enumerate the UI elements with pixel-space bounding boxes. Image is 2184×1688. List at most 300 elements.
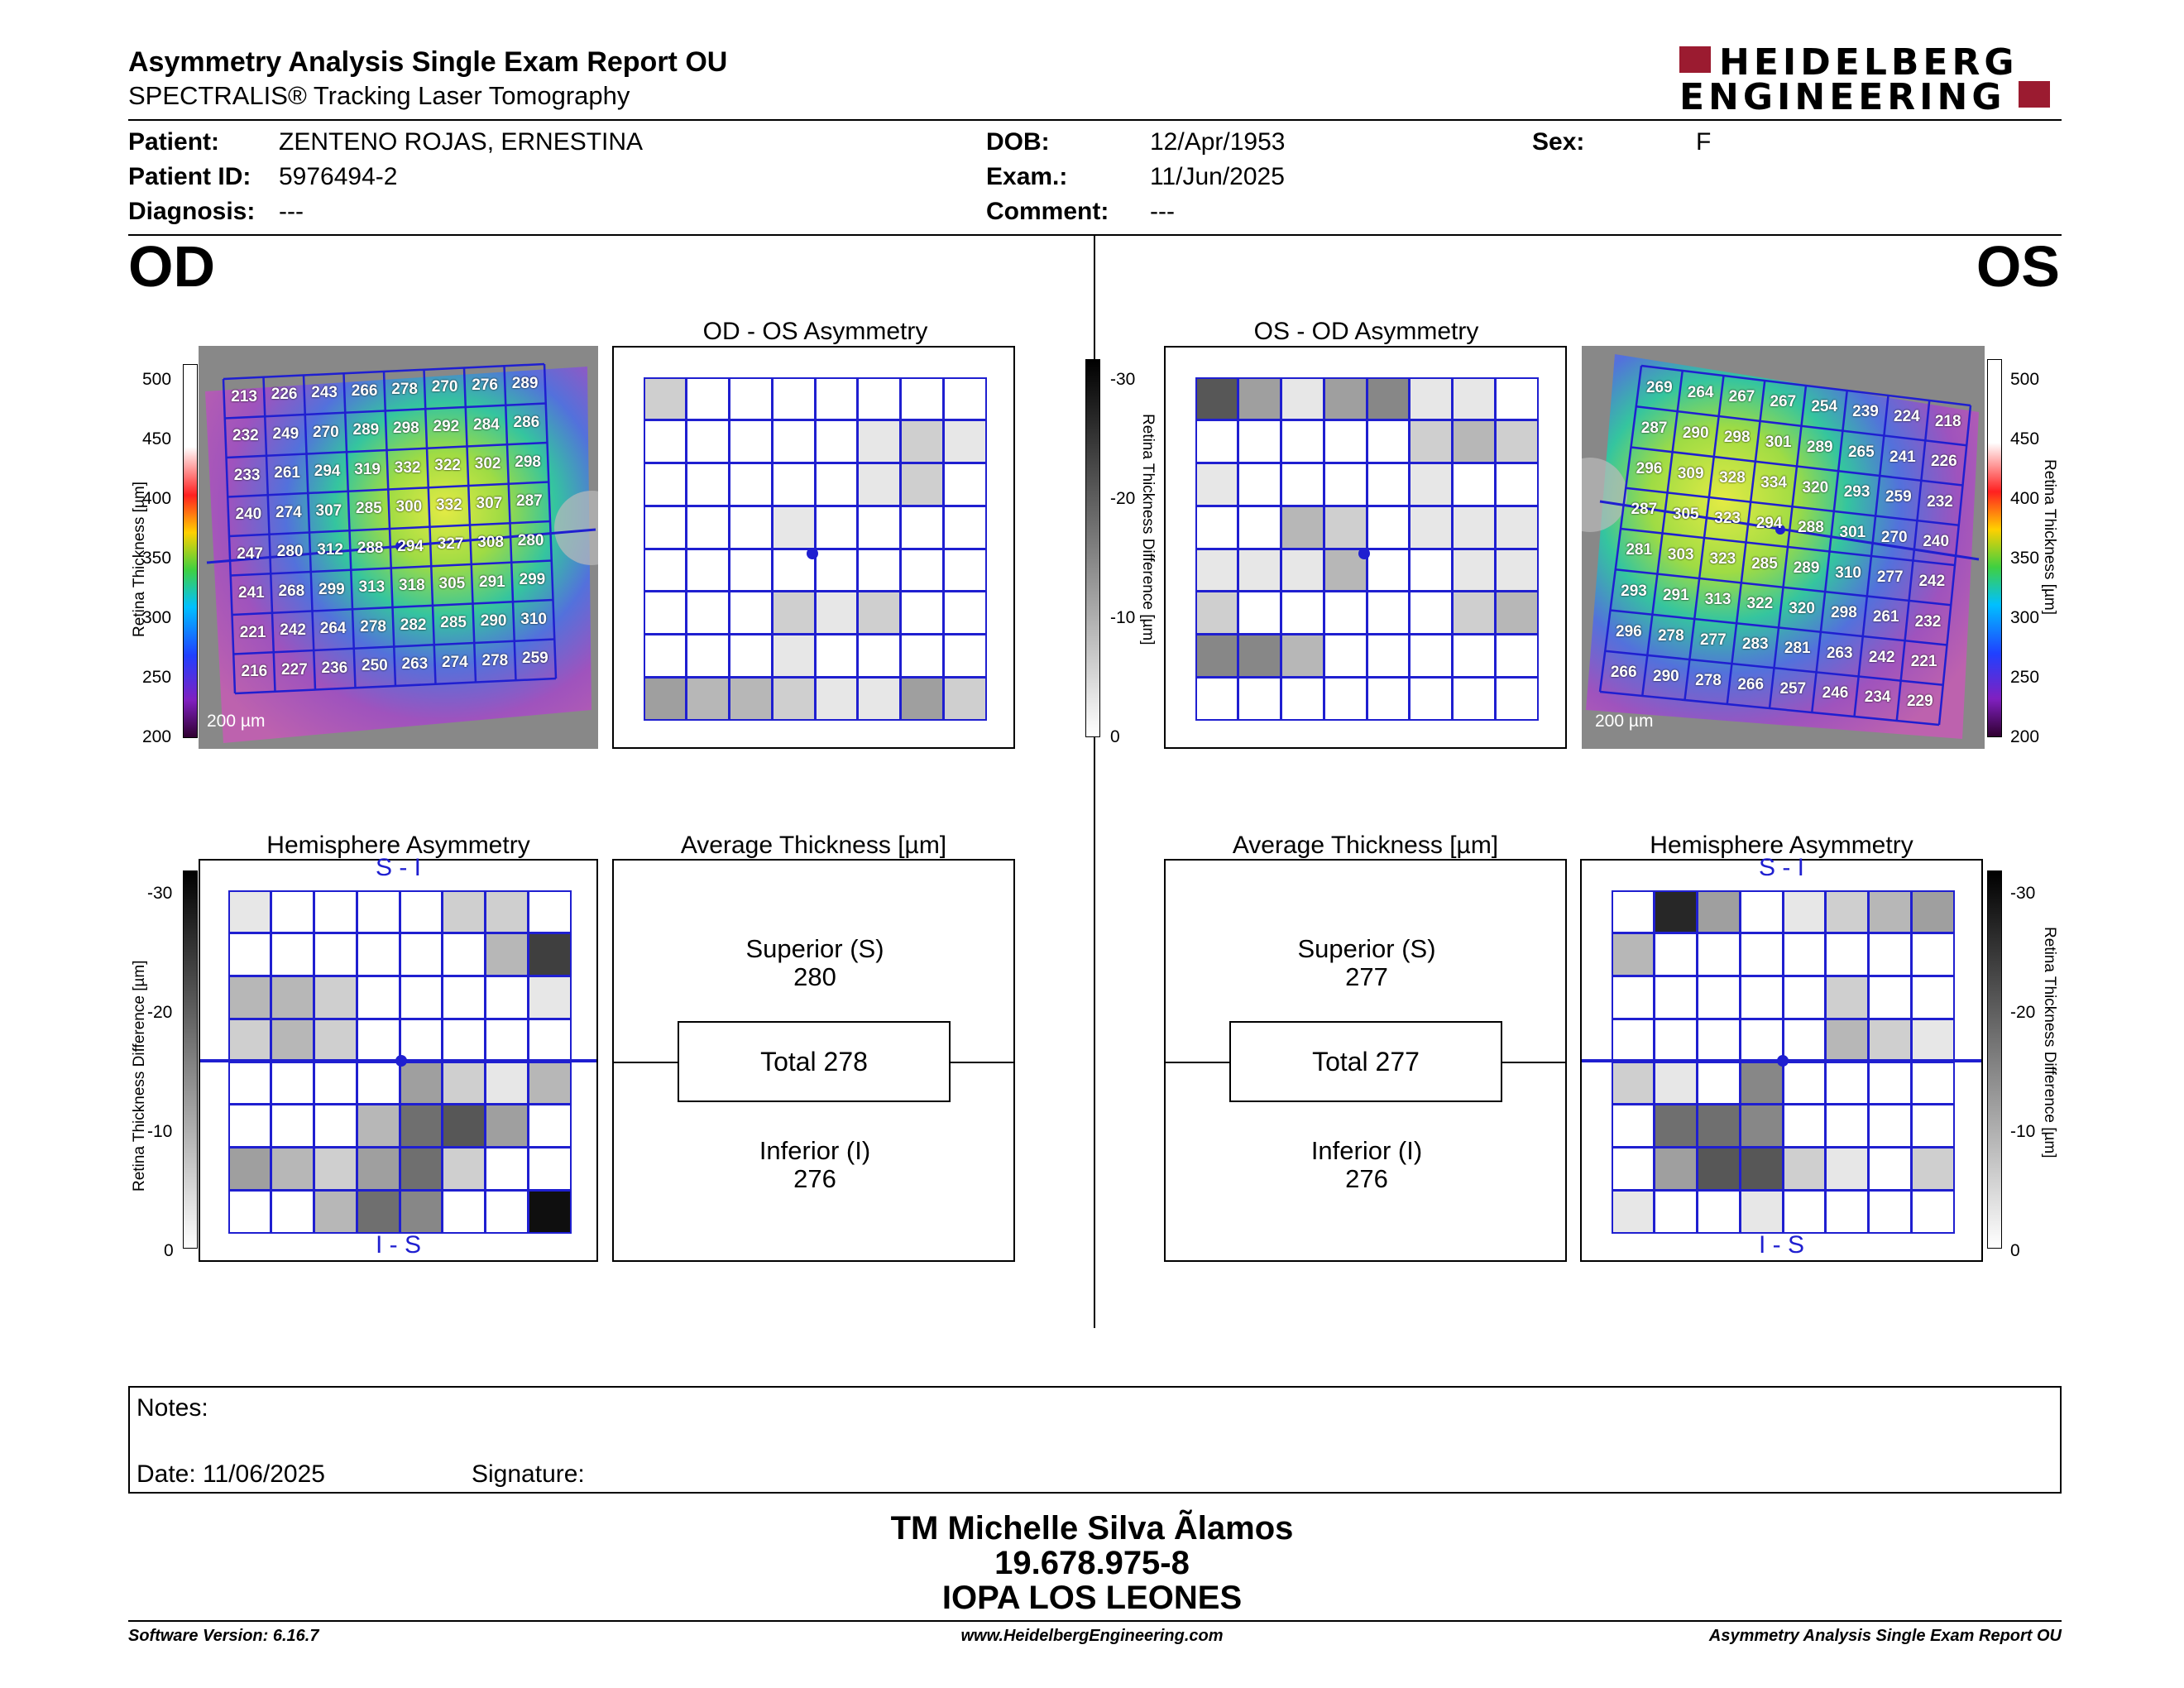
os-thickness-r7c4: 283 [1741,635,1769,654]
od-asym-cell-r2c8 [943,420,987,463]
comment: --- [1150,198,1175,225]
od-thickness-r8c3: 236 [321,659,348,677]
od-asym-cell-r8c2 [686,677,730,721]
od-asym-cell-r4c4 [772,506,816,549]
od-asym-panel [612,346,1015,749]
os-asym-cell-r1c7 [1452,377,1496,420]
os-hemi-diff-colorbar [1987,870,2002,1249]
os-asym-cell-r8c5 [1367,677,1410,721]
os-asym-cell-r8c7 [1452,677,1496,721]
os-hemi-cell-r2c6 [1825,933,1869,976]
od-hemi-cell-r1c4 [357,890,400,933]
os-hemi-cell-r8c6 [1825,1190,1869,1234]
od-asym-cell-r7c8 [943,634,987,678]
os-asym-panel [1164,346,1567,749]
signer-name: TM Michelle Silva Ãlamos [890,1510,1294,1547]
od-thickness-r8c5: 263 [401,655,429,674]
od-hemi-cell-r7c4 [357,1147,400,1191]
od-hemi-cell-r1c6 [442,890,486,933]
od-asym-cell-r6c2 [686,591,730,635]
os-hemi-cell-r4c3 [1697,1019,1741,1062]
os-hemi-fovea-marker [1777,1055,1789,1067]
os-thickness-r7c8: 221 [1910,653,1937,671]
os-asym-cell-r2c7 [1452,420,1496,463]
od-thickness-r1c4: 266 [351,381,378,400]
os-asym-cell-r6c7 [1452,591,1496,635]
os-asym-cell-r5c6 [1409,549,1453,592]
os-thickness-r8c1: 266 [1610,663,1637,681]
od-eye-label: OD [128,234,215,299]
os-asym-cell-r6c2 [1238,591,1281,635]
od-thickness-r2c1: 232 [232,427,259,445]
os-hemi-cell-r5c6 [1825,1062,1869,1105]
od-asym-cell-r3c4 [772,463,816,506]
sex: F [1696,128,1712,156]
od-hemi-cell-r6c8 [528,1104,572,1148]
os-thickness-r4c3: 323 [1714,510,1741,528]
os-hemi-cell-r7c5 [1783,1147,1827,1191]
od-asym-cell-r1c5 [815,377,859,420]
signature-label: Signature: [472,1460,585,1488]
os-thickness-r4c4: 294 [1755,514,1783,532]
od-thickness-r5c8: 280 [517,531,544,549]
od-thickness-r6c8: 299 [519,571,546,589]
od-thickness-r4c1: 240 [235,506,262,524]
od-avg-panel [612,859,1015,1262]
os-thickness-r3c7: 259 [1885,488,1912,506]
os-asym-cell-r6c5 [1367,591,1410,635]
os-thickness-r7c2: 278 [1657,626,1684,645]
os-thickness-r6c7: 261 [1872,608,1899,626]
od-asym-cell-r8c1 [644,677,687,721]
os-hemi-cell-r4c4 [1740,1019,1784,1062]
od-asym-cell-r4c7 [900,506,944,549]
diagnosis-label: Diagnosis: [128,198,256,225]
patient-name: ZENTENO ROJAS, ERNESTINA [279,128,644,156]
od-asym-cell-r3c8 [943,463,987,506]
os-hemi-cell-r4c6 [1825,1019,1869,1062]
od-asym-cell-r1c2 [686,377,730,420]
od-thickness-r5c6: 327 [437,535,464,554]
os-thickness-r2c4: 301 [1765,434,1792,452]
od-hemi-cell-r4c3 [314,1019,357,1062]
od-hemi-diff-colorbar [183,870,198,1249]
os-thickness-r4c8: 240 [1923,533,1950,551]
os-thickness-r3c4: 334 [1760,474,1787,492]
od-hemi-cell-r4c1 [228,1019,271,1062]
os-hemi-cell-r1c7 [1868,890,1912,933]
od-hemi-cell-r6c5 [400,1104,443,1148]
od-thickness-r1c2: 226 [271,386,298,404]
od-hemi-cell-r8c4 [357,1190,400,1234]
os-asym-cell-r2c1 [1195,420,1238,463]
os-thickness-r5c2: 303 [1667,545,1694,563]
center-diff-tick-20: -20 [1110,489,1136,508]
od-hemi-cell-r4c2 [271,1019,314,1062]
os-hemi-cell-r6c1 [1612,1104,1655,1148]
os-asym-cell-r2c8 [1495,420,1539,463]
os-thickness-r4c7: 270 [1880,528,1908,546]
os-thickness-r6c8: 232 [1914,612,1942,631]
center-diff-axis-label: Retina Thickness Difference [µm] [1139,414,1157,645]
od-asym-cell-r8c6 [857,677,901,721]
od-hemi-cell-r3c5 [400,976,443,1019]
os-thickness-r3c8: 232 [1927,492,1953,511]
od-hemi-axis-label: Retina Thickness Difference [µm] [131,960,148,1192]
od-thickness-r7c2: 242 [280,621,306,640]
od-thickness-r8c8: 259 [522,650,548,668]
os-thickness-r2c1: 287 [1640,419,1668,437]
os-thickness-r6c1: 293 [1621,582,1647,600]
exam-date: 11/Jun/2025 [1150,163,1285,190]
od-hemi-cell-r2c7 [485,933,529,976]
os-asym-cell-r4c6 [1409,506,1453,549]
od-thickness-r3c7: 302 [474,455,501,473]
od-thickness-r1c8: 289 [511,374,539,392]
os-asym-cell-r5c2 [1238,549,1281,592]
os-hemi-cell-r1c2 [1654,890,1698,933]
od-thickness-r1c7: 276 [472,376,498,395]
logo-square-top [1679,46,1711,73]
os-thickness-r1c2: 264 [1687,383,1714,401]
od-hemi-tick-0: 0 [164,1241,174,1260]
os-thickness-r5c8: 242 [1918,573,1946,591]
os-thickness-r7c3: 277 [1699,631,1727,650]
os-asym-cell-r8c3 [1281,677,1324,721]
od-thickness-r4c5: 300 [395,498,423,516]
od-hemi-cell-r8c7 [485,1190,529,1234]
od-hemi-title: Hemisphere Asymmetry [266,832,530,859]
os-hemi-cell-r5c7 [1868,1062,1912,1105]
os-hemi-cell-r6c5 [1783,1104,1827,1148]
os-asym-cell-r6c1 [1195,591,1238,635]
os-thickness-r8c2: 290 [1653,667,1679,685]
os-thickness-r4c5: 288 [1798,519,1824,537]
od-thickness-r5c7: 308 [477,534,504,552]
os-total-box: Total 277 [1229,1021,1502,1102]
os-tscale-tick-200: 200 [2010,727,2040,746]
os-thickness-r4c1: 287 [1631,501,1658,519]
od-superior-label: Superior (S) [745,934,884,963]
os-thickness-r2c7: 241 [1889,448,1916,466]
os-asym-cell-r1c6 [1409,377,1453,420]
os-thickness-r6c6: 298 [1831,604,1857,622]
os-asym-cell-r1c2 [1238,377,1281,420]
os-thickness-r3c2: 309 [1677,464,1704,482]
od-hemi-cell-r5c5 [400,1062,443,1105]
od-asym-cell-r5c6 [857,549,901,592]
od-asym-cell-r2c1 [644,420,687,463]
os-hemi-cell-r7c1 [1612,1147,1655,1191]
od-hemi-tick-10: -10 [147,1122,173,1141]
od-hemi-cell-r7c5 [400,1147,443,1191]
od-thickness-r4c4: 285 [356,500,382,518]
os-asym-cell-r6c3 [1281,591,1324,635]
od-hemi-cell-r2c6 [442,933,486,976]
od-asym-cell-r6c8 [943,591,987,635]
header-rule [128,119,2062,121]
od-thickness-r2c2: 249 [272,424,299,443]
os-asym-cell-r2c4 [1324,420,1367,463]
os-hemi-cell-r6c7 [1868,1104,1912,1148]
od-hemi-cell-r8c3 [314,1190,357,1234]
os-inferior-label: Inferior (I) [1310,1136,1423,1165]
od-asym-cell-r5c5 [815,549,859,592]
os-asym-cell-r1c3 [1281,377,1324,420]
os-hemi-tick-0: 0 [2010,1241,2020,1260]
os-thickness-r7c1: 296 [1616,622,1642,640]
od-inferior-value: 276 [793,1164,836,1193]
os-asym-cell-r5c1 [1195,549,1238,592]
od-hemi-cell-r2c3 [314,933,357,976]
os-hemi-cell-r3c3 [1697,976,1741,1019]
signer-institution: IOPA LOS LEONES [941,1580,1243,1616]
os-thickness-r1c5: 254 [1811,398,1838,416]
patient-id: 5976494-2 [279,163,398,190]
os-hemi-cell-r1c1 [1612,890,1655,933]
od-asym-cell-r5c8 [943,549,987,592]
os-hemi-cell-r7c7 [1868,1147,1912,1191]
report-title: Asymmetry Analysis Single Exam Report OU [128,46,728,78]
patient-id-label: Patient ID: [128,163,251,190]
os-thickness-r6c2: 291 [1662,586,1689,604]
footer-website[interactable]: www.HeidelbergEngineering.com [960,1627,1224,1645]
os-hemi-cell-r2c4 [1740,933,1784,976]
os-hemi-cell-r6c3 [1697,1104,1741,1148]
od-thickness-r1c5: 278 [391,380,418,398]
od-hemi-top-label: S - I [375,854,421,881]
od-hemi-cell-r5c7 [485,1062,529,1105]
od-hemi-cell-r8c2 [271,1190,314,1234]
os-asym-cell-r7c4 [1324,634,1367,678]
os-thickness-r8c7: 234 [1864,688,1891,707]
notes-date: Date: 11/06/2025 [136,1460,325,1488]
os-asym-cell-r3c7 [1452,463,1496,506]
od-asym-cell-r7c1 [644,634,687,678]
od-thickness-r4c6: 332 [436,496,462,514]
os-thickness-r5c6: 310 [1835,563,1861,582]
od-hemi-cell-r4c5 [400,1019,443,1062]
os-asym-cell-r7c8 [1495,634,1539,678]
od-scale-bar: 200 µm [207,712,266,731]
od-hemi-cell-r7c2 [271,1147,314,1191]
os-avg-title: Average Thickness [µm] [1232,832,1499,859]
os-hemi-panel [1580,854,1983,1262]
od-asym-cell-r4c8 [943,506,987,549]
od-hemi-cell-r3c7 [485,976,529,1019]
od-thickness-r6c7: 291 [479,573,505,591]
od-asym-cell-r2c5 [815,420,859,463]
od-asym-cell-r8c8 [943,677,987,721]
os-hemi-cell-r6c2 [1654,1104,1698,1148]
od-hemi-cell-r3c2 [271,976,314,1019]
os-thickness-r1c6: 239 [1852,403,1879,421]
os-thickness-r5c1: 281 [1626,541,1653,559]
os-asym-cell-r5c8 [1495,549,1539,592]
od-thickness-r2c7: 284 [473,415,500,434]
os-asym-cell-r3c3 [1281,463,1324,506]
od-hemi-cell-r1c3 [314,890,357,933]
od-asym-cell-r2c4 [772,420,816,463]
od-asym-cell-r7c7 [900,634,944,678]
os-asym-cell-r7c6 [1409,634,1453,678]
os-thickness-r1c3: 267 [1728,388,1755,406]
od-hemi-cell-r1c5 [400,890,443,933]
od-hemi-cell-r5c3 [314,1062,357,1105]
os-hemi-cell-r4c7 [1868,1019,1912,1062]
od-asym-cell-r3c1 [644,463,687,506]
od-asym-title: OD - OS Asymmetry [702,318,928,345]
os-asym-cell-r7c1 [1195,634,1238,678]
os-asym-cell-r2c6 [1409,420,1453,463]
os-hemi-cell-r1c3 [1697,890,1741,933]
od-thickness-r7c8: 310 [520,610,547,628]
os-hemi-cell-r2c5 [1783,933,1827,976]
od-thickness-r2c5: 298 [393,420,419,438]
od-hemi-cell-r3c6 [442,976,486,1019]
os-asym-cell-r8c8 [1495,677,1539,721]
od-asym-cell-r7c2 [686,634,730,678]
os-hemi-cell-r5c4 [1740,1062,1784,1105]
od-asym-cell-r6c4 [772,591,816,635]
os-hemi-cell-r4c2 [1654,1019,1698,1062]
od-asym-cell-r1c8 [943,377,987,420]
os-asym-cell-r6c8 [1495,591,1539,635]
os-hemi-top-label: S - I [1758,854,1804,881]
os-thickness-r8c3: 278 [1695,672,1722,690]
od-thickness-r7c3: 264 [319,620,347,638]
od-thickness-r8c7: 278 [481,651,509,669]
os-hemi-cell-r2c2 [1654,933,1698,976]
od-hemi-cell-r8c1 [228,1190,271,1234]
od-asym-cell-r8c5 [815,677,859,721]
center-diff-tick-0: 0 [1110,727,1120,746]
os-eye-label: OS [1976,234,2060,299]
os-thickness-r7c7: 242 [1868,648,1895,666]
od-thickness-r7c7: 290 [480,612,507,631]
od-thickness-r7c6: 285 [440,614,467,632]
os-thickness-r3c1: 296 [1636,459,1663,477]
od-tscale-tick-450: 450 [142,429,172,448]
signer-rut: 19.678.975-8 [994,1545,1190,1581]
od-asym-cell-r8c7 [900,677,944,721]
od-hemi-cell-r6c3 [314,1104,357,1148]
os-hemi-cell-r8c7 [1868,1190,1912,1234]
os-hemi-cell-r6c4 [1740,1104,1784,1148]
os-thickness-axis-label: Retina Thickness [µm] [2041,459,2058,615]
od-hemi-cell-r5c6 [442,1062,486,1105]
od-asym-cell-r6c1 [644,591,687,635]
od-tscale-tick-500: 500 [142,370,172,389]
os-thickness-r5c5: 289 [1793,559,1820,578]
od-asym-cell-r8c3 [729,677,773,721]
os-hemi-cell-r2c8 [1911,933,1955,976]
od-hemi-cell-r8c5 [400,1190,443,1234]
os-superior-value: 277 [1345,962,1388,991]
od-thickness-r6c5: 318 [399,577,425,595]
od-asym-cell-r1c4 [772,377,816,420]
os-hemi-cell-r5c1 [1612,1062,1655,1105]
os-thickness-r1c1: 269 [1645,378,1673,396]
od-hemi-fovea-marker [395,1055,407,1067]
os-asym-cell-r4c2 [1238,506,1281,549]
od-hemi-cell-r7c8 [528,1147,572,1191]
os-hemi-tick-20: -20 [2010,1003,2036,1022]
od-thickness-r4c7: 307 [476,494,503,512]
notes-label: Notes: [136,1394,208,1422]
os-asym-cell-r5c3 [1281,549,1324,592]
os-hemi-cell-r7c8 [1911,1147,1955,1191]
od-thickness-r4c2: 274 [275,503,302,521]
os-thickness-r6c5: 320 [1789,599,1815,617]
os-asym-cell-r3c2 [1238,463,1281,506]
os-hemi-cell-r5c3 [1697,1062,1741,1105]
od-hemi-cell-r2c2 [271,933,314,976]
os-tscale-tick-350: 350 [2010,549,2040,568]
os-tscale-tick-250: 250 [2010,668,2040,687]
od-tscale-tick-250: 250 [142,668,172,687]
od-thickness-r3c2: 261 [274,464,300,482]
od-thickness-r3c5: 332 [394,458,421,477]
od-thickness-r6c6: 305 [438,574,466,592]
os-asym-cell-r8c2 [1238,677,1281,721]
od-asym-cell-r3c6 [857,463,901,506]
od-hemi-cell-r7c6 [442,1147,486,1191]
od-hemi-cell-r8c6 [442,1190,486,1234]
od-tscale-tick-200: 200 [142,727,172,746]
os-asym-cell-r7c2 [1238,634,1281,678]
od-hemi-cell-r5c1 [228,1062,271,1105]
signer-block [0,1511,2184,1615]
os-tscale-tick-450: 450 [2010,429,2040,448]
os-hemi-cell-r8c4 [1740,1190,1784,1234]
os-hemi-bottom-label: I - S [1758,1231,1804,1259]
os-thickness-r5c7: 277 [1876,568,1904,586]
od-hemi-cell-r4c7 [485,1019,529,1062]
os-hemi-cell-r4c1 [1612,1019,1655,1062]
od-hemi-cell-r5c8 [528,1062,572,1105]
os-asym-cell-r2c5 [1367,420,1410,463]
os-thickness-r3c3: 328 [1719,469,1746,487]
footer-rule [128,1620,2062,1622]
os-asym-cell-r2c2 [1238,420,1281,463]
os-hemi-cell-r7c3 [1697,1147,1741,1191]
os-asym-cell-r3c6 [1409,463,1453,506]
od-hemi-cell-r1c1 [228,890,271,933]
os-asym-cell-r3c5 [1367,463,1410,506]
os-hemi-cell-r2c1 [1612,933,1655,976]
os-thickness-r6c3: 313 [1704,591,1731,609]
os-asym-cell-r1c5 [1367,377,1410,420]
os-asym-cell-r5c7 [1452,549,1496,592]
notes-box[interactable] [128,1386,2062,1494]
os-thickness-r8c6: 246 [1822,684,1849,703]
od-thickness-r7c1: 221 [239,623,266,641]
od-asym-cell-r5c3 [729,549,773,592]
od-thickness-r3c8: 298 [515,453,541,471]
os-asym-cell-r4c7 [1452,506,1496,549]
os-thickness-colorbar [1987,359,2002,737]
od-hemi-cell-r4c4 [357,1019,400,1062]
os-thickness-r8c5: 257 [1779,680,1807,698]
od-hemi-cell-r2c4 [357,933,400,976]
od-asym-cell-r3c7 [900,463,944,506]
od-thickness-r3c1: 233 [233,466,261,484]
os-asym-cell-r2c3 [1281,420,1324,463]
os-superior-label: Superior (S) [1297,934,1436,963]
os-asym-cell-r4c1 [1195,506,1238,549]
os-hemi-cell-r3c1 [1612,976,1655,1019]
